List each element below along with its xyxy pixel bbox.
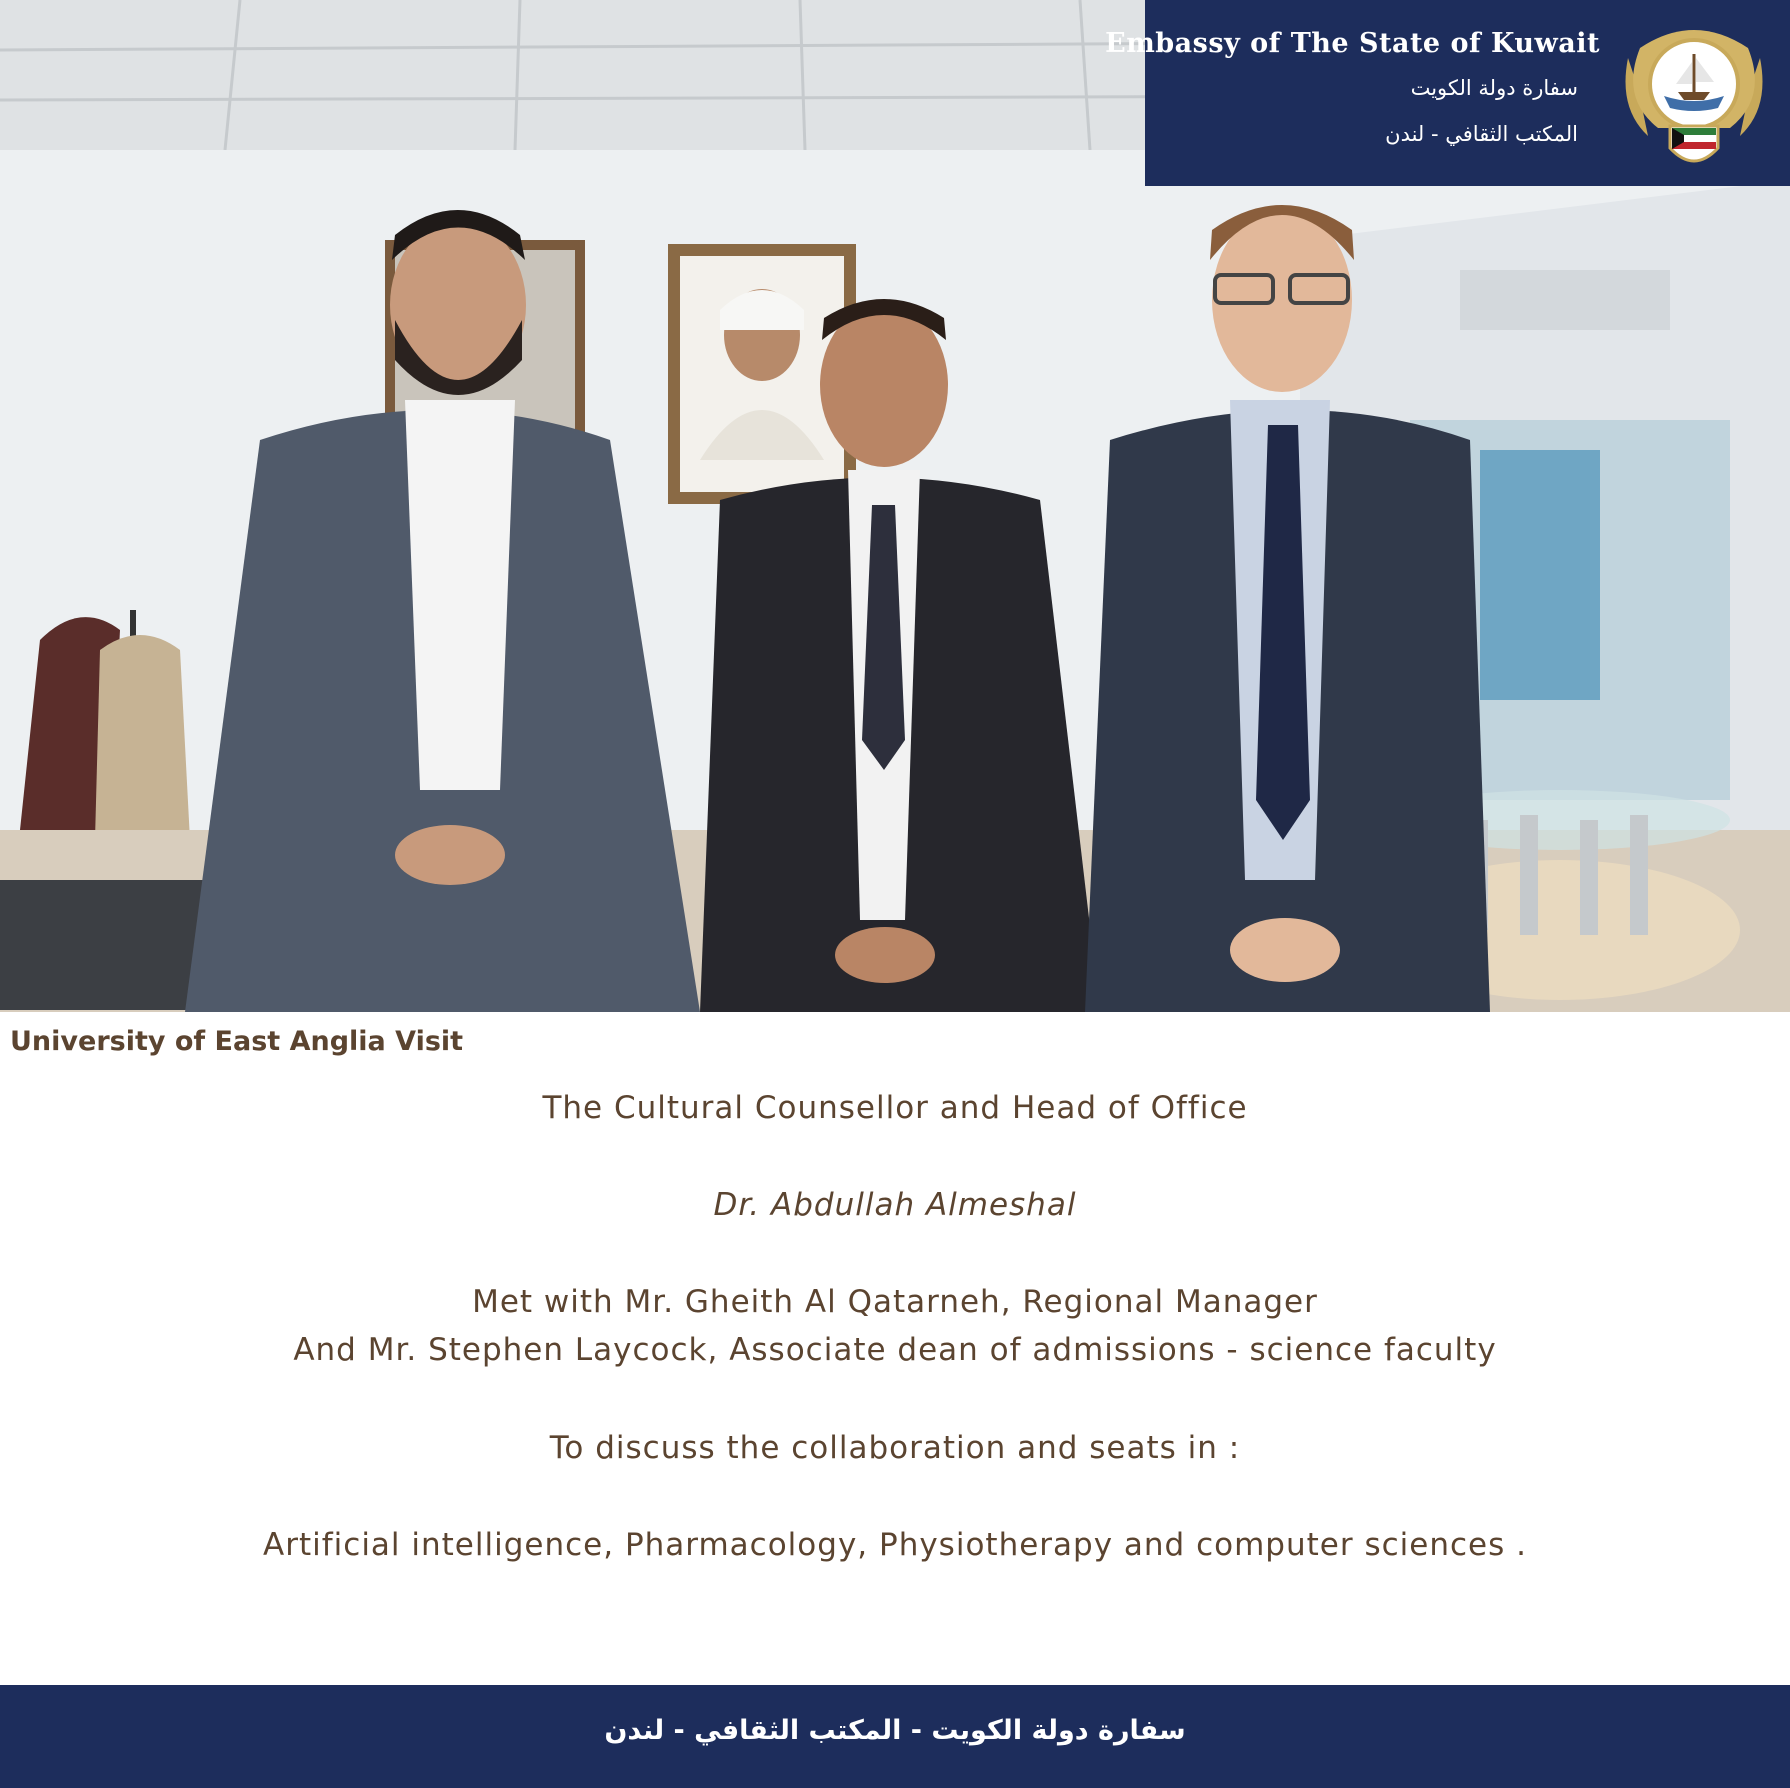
banner-title-ar: سفارة دولة الكويت [1410, 76, 1578, 100]
footer-bar [0, 1685, 1790, 1788]
banner-title-en: Embassy of The State of Kuwait [1105, 28, 1600, 59]
footer-text: سفارة دولة الكويت - المكتب الثقافي - لندن [604, 1715, 1186, 1746]
embassy-banner [1105, 0, 1790, 186]
blue-display [1480, 450, 1600, 700]
visit-caption: University of East Anglia Visit [10, 1026, 464, 1057]
body-line-discuss: To discuss the collaboration and seats in : [549, 1430, 1241, 1466]
coat-beige [95, 635, 190, 840]
body-line-met-with: Met with Mr. Gheith Al Qatarneh, Regional Manager [472, 1284, 1318, 1320]
body-line-role: The Cultural Counsellor and Head of Office [542, 1090, 1248, 1126]
air-vent [1460, 270, 1670, 330]
body-line-name: Dr. Abdullah Almeshal [713, 1187, 1077, 1223]
kuwait-emblem-icon [1618, 18, 1770, 174]
banner-subtitle-ar: المكتب الثقافي - لندن [1385, 122, 1578, 146]
body-line-subjects: Artificial intelligence, Pharmacology, Physiotherapy and computer sciences . [263, 1527, 1527, 1563]
body-line-and: And Mr. Stephen Laycock, Associate dean of admissions - science faculty [293, 1332, 1497, 1368]
